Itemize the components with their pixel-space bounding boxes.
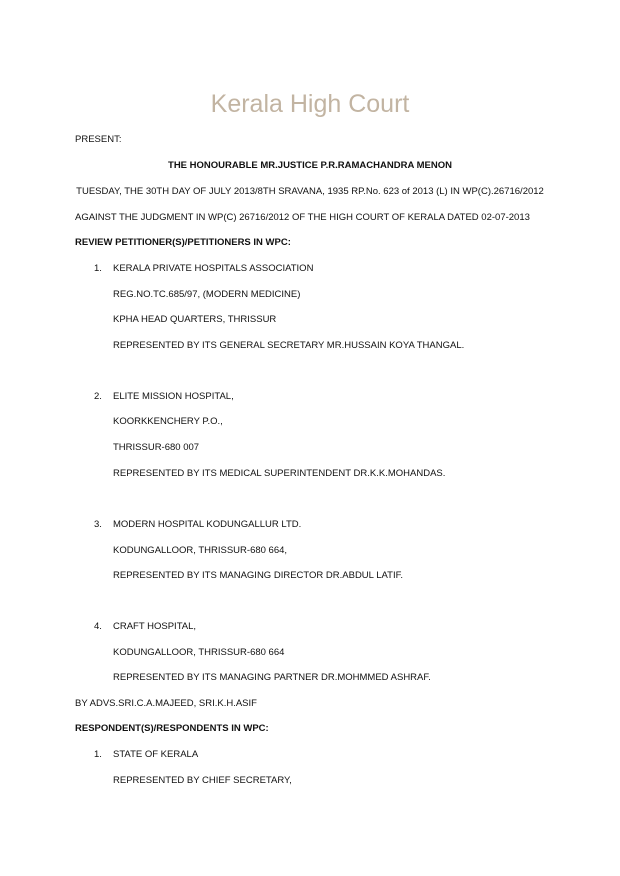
list-item-line: REPRESENTED BY ITS GENERAL SECRETARY MR.HUSSAIN KOYA THANGAL. bbox=[113, 340, 465, 351]
list-item-number: 1. bbox=[94, 749, 102, 760]
against-line: AGAINST THE JUDGMENT IN WP(C) 26716/2012 OF THE HIGH COURT OF KERALA DATED 02-07-2013 bbox=[75, 212, 530, 223]
list-item-line: STATE OF KERALA bbox=[113, 749, 199, 760]
list-item-line: CRAFT HOSPITAL, bbox=[113, 621, 197, 632]
present-label: PRESENT: bbox=[75, 134, 122, 145]
list-item-line: REPRESENTED BY ITS MEDICAL SUPERINTENDENT DR.K.K.MOHANDAS. bbox=[113, 468, 446, 479]
list-item-line: THRISSUR-680 007 bbox=[113, 442, 200, 453]
list-item-line: KODUNGALLOOR, THRISSUR-680 664, bbox=[113, 545, 288, 556]
petitioners-heading: REVIEW PETITIONER(S)/PETITIONERS IN WPC: bbox=[75, 237, 291, 248]
list-item-line: KPHA HEAD QUARTERS, THRISSUR bbox=[113, 314, 277, 325]
list-item-line: ELITE MISSION HOSPITAL, bbox=[113, 391, 234, 402]
page-title: Kerala High Court bbox=[210, 90, 410, 118]
list-item-line: REPRESENTED BY ITS MANAGING PARTNER DR.MOHMMED ASHRAF. bbox=[113, 672, 431, 683]
respondents-heading: RESPONDENT(S)/RESPONDENTS IN WPC: bbox=[75, 723, 269, 734]
date-line: TUESDAY, THE 30TH DAY OF JULY 2013/8TH SRAVANA, 1935 RP.No. 623 of 2013 (L) IN WP(C).26716/2012 bbox=[76, 186, 544, 197]
list-item-number: 3. bbox=[94, 519, 102, 530]
advocates-line: BY ADVS.SRI.C.A.MAJEED, SRI.K.H.ASIF bbox=[75, 698, 257, 709]
list-item-number: 4. bbox=[94, 621, 102, 632]
list-item-line: KOORKKENCHERY P.O., bbox=[113, 416, 223, 427]
list-item-line: REPRESENTED BY CHIEF SECRETARY, bbox=[113, 775, 292, 786]
list-item-line: REG.NO.TC.685/97, (MODERN MEDICINE) bbox=[113, 289, 301, 300]
judge-name: THE HONOURABLE MR.JUSTICE P.R.RAMACHANDRA MENON bbox=[168, 160, 452, 171]
list-item-line: KERALA PRIVATE HOSPITALS ASSOCIATION bbox=[113, 263, 314, 274]
list-item-line: KODUNGALLOOR, THRISSUR-680 664 bbox=[113, 647, 285, 658]
list-item-line: MODERN HOSPITAL KODUNGALLUR LTD. bbox=[113, 519, 302, 530]
list-item-number: 1. bbox=[94, 263, 102, 274]
list-item-number: 2. bbox=[94, 391, 102, 402]
list-item-line: REPRESENTED BY ITS MANAGING DIRECTOR DR.ABDUL LATIF. bbox=[113, 570, 403, 581]
